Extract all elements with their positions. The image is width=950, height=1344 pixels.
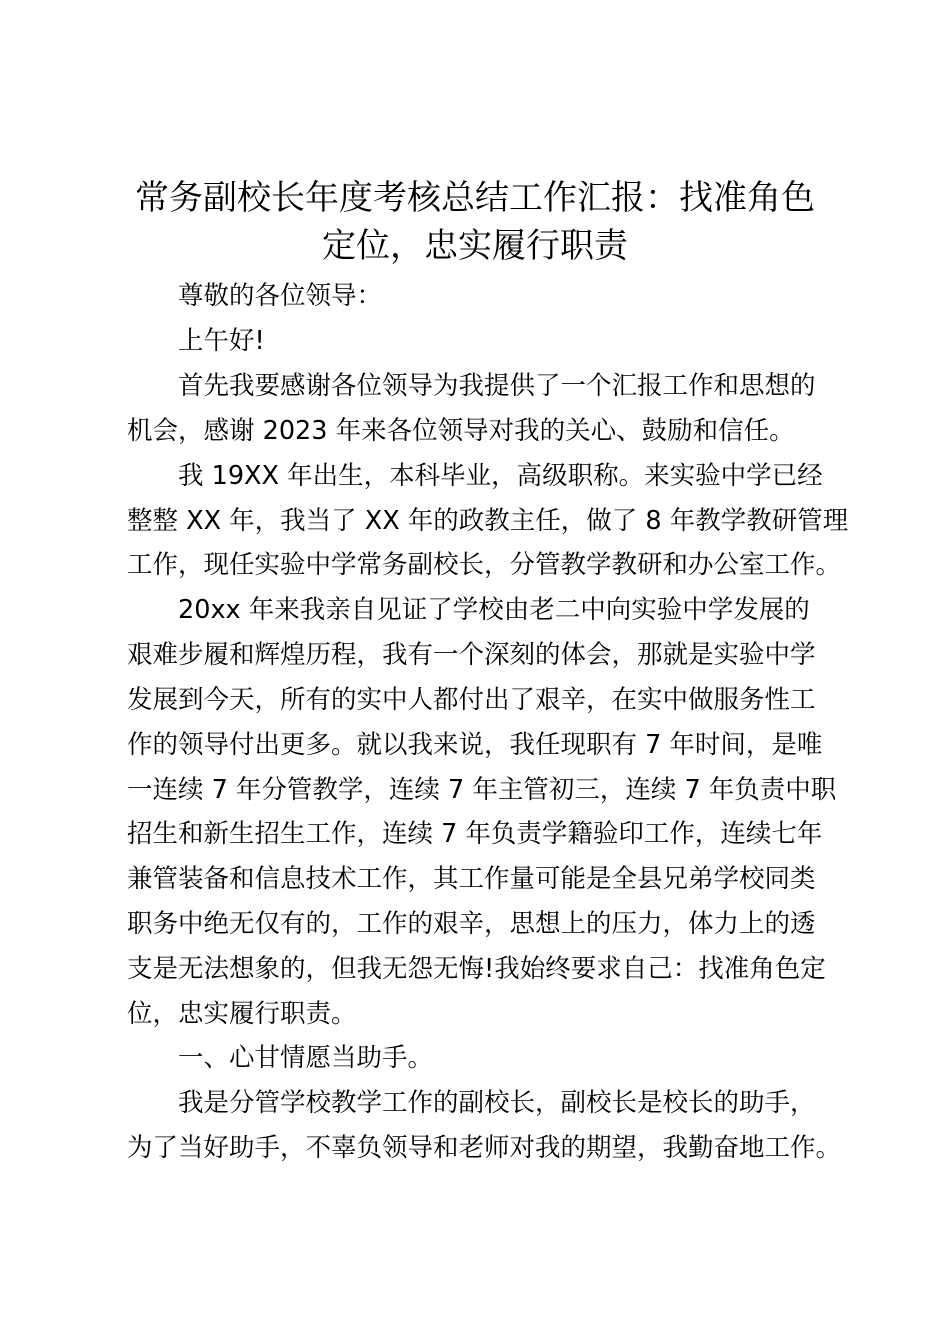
document-title-line-2: 定位，忠实履行职责 xyxy=(322,226,628,266)
body-line: 我是分管学校教学工作的副校长，副校长是校长的助手， xyxy=(178,1088,816,1118)
body-line: 整整 XX 年，我当了 XX 年的政教主任，做了 8 年教学教研管理 xyxy=(127,506,849,536)
document-title-line-1: 常务副校长年度考核总结工作汇报：找准角色 xyxy=(135,178,815,218)
section-heading: 一、心甘情愿当助手。 xyxy=(178,1043,434,1073)
greeting: 上午好! xyxy=(178,326,265,356)
body-line: 为了当好助手，不辜负领导和老师对我的期望，我勤奋地工作。 xyxy=(127,1133,842,1163)
body-line: 发展到今天，所有的实中人都付出了艰辛，在实中做服务性工 xyxy=(127,685,816,715)
body-line: 工作，现任实验中学常务副校长，分管教学教研和办公室工作。 xyxy=(127,550,842,580)
body-line: 职务中绝无仅有的，工作的艰辛，思想上的压力，体力上的透 xyxy=(127,909,816,939)
body-line: 招生和新生招生工作，连续 7 年负责学籍验印工作，连续七年 xyxy=(127,819,823,849)
body-line: 艰难步履和辉煌历程，我有一个深刻的体会，那就是实验中学 xyxy=(127,640,816,670)
salutation: 尊敬的各位领导： xyxy=(178,281,383,311)
body-line: 20xx 年来我亲自见证了学校由老二中向实验中学发展的 xyxy=(178,595,810,625)
body-line: 支是无法想象的，但我无怨无悔!我始终要求自己：找准角色定 xyxy=(127,954,826,984)
body-line: 兼管装备和信息技术工作，其工作量可能是全县兄弟学校同类 xyxy=(127,864,816,894)
body-line: 我 19XX 年出生，本科毕业，高级职称。来实验中学已经 xyxy=(178,461,823,491)
body-line: 作的领导付出更多。就以我来说，我任现职有 7 年时间，是唯 xyxy=(127,730,823,760)
body-line: 机会，感谢 2023 年来各位领导对我的关心、鼓励和信任。 xyxy=(127,416,795,446)
body-line: 位，忠实履行职责。 xyxy=(127,999,357,1029)
body-line: 首先我要感谢各位领导为我提供了一个汇报工作和思想的 xyxy=(178,371,816,401)
body-line: 一连续 7 年分管教学，连续 7 年主管初三，连续 7 年负责中职 xyxy=(127,775,837,805)
